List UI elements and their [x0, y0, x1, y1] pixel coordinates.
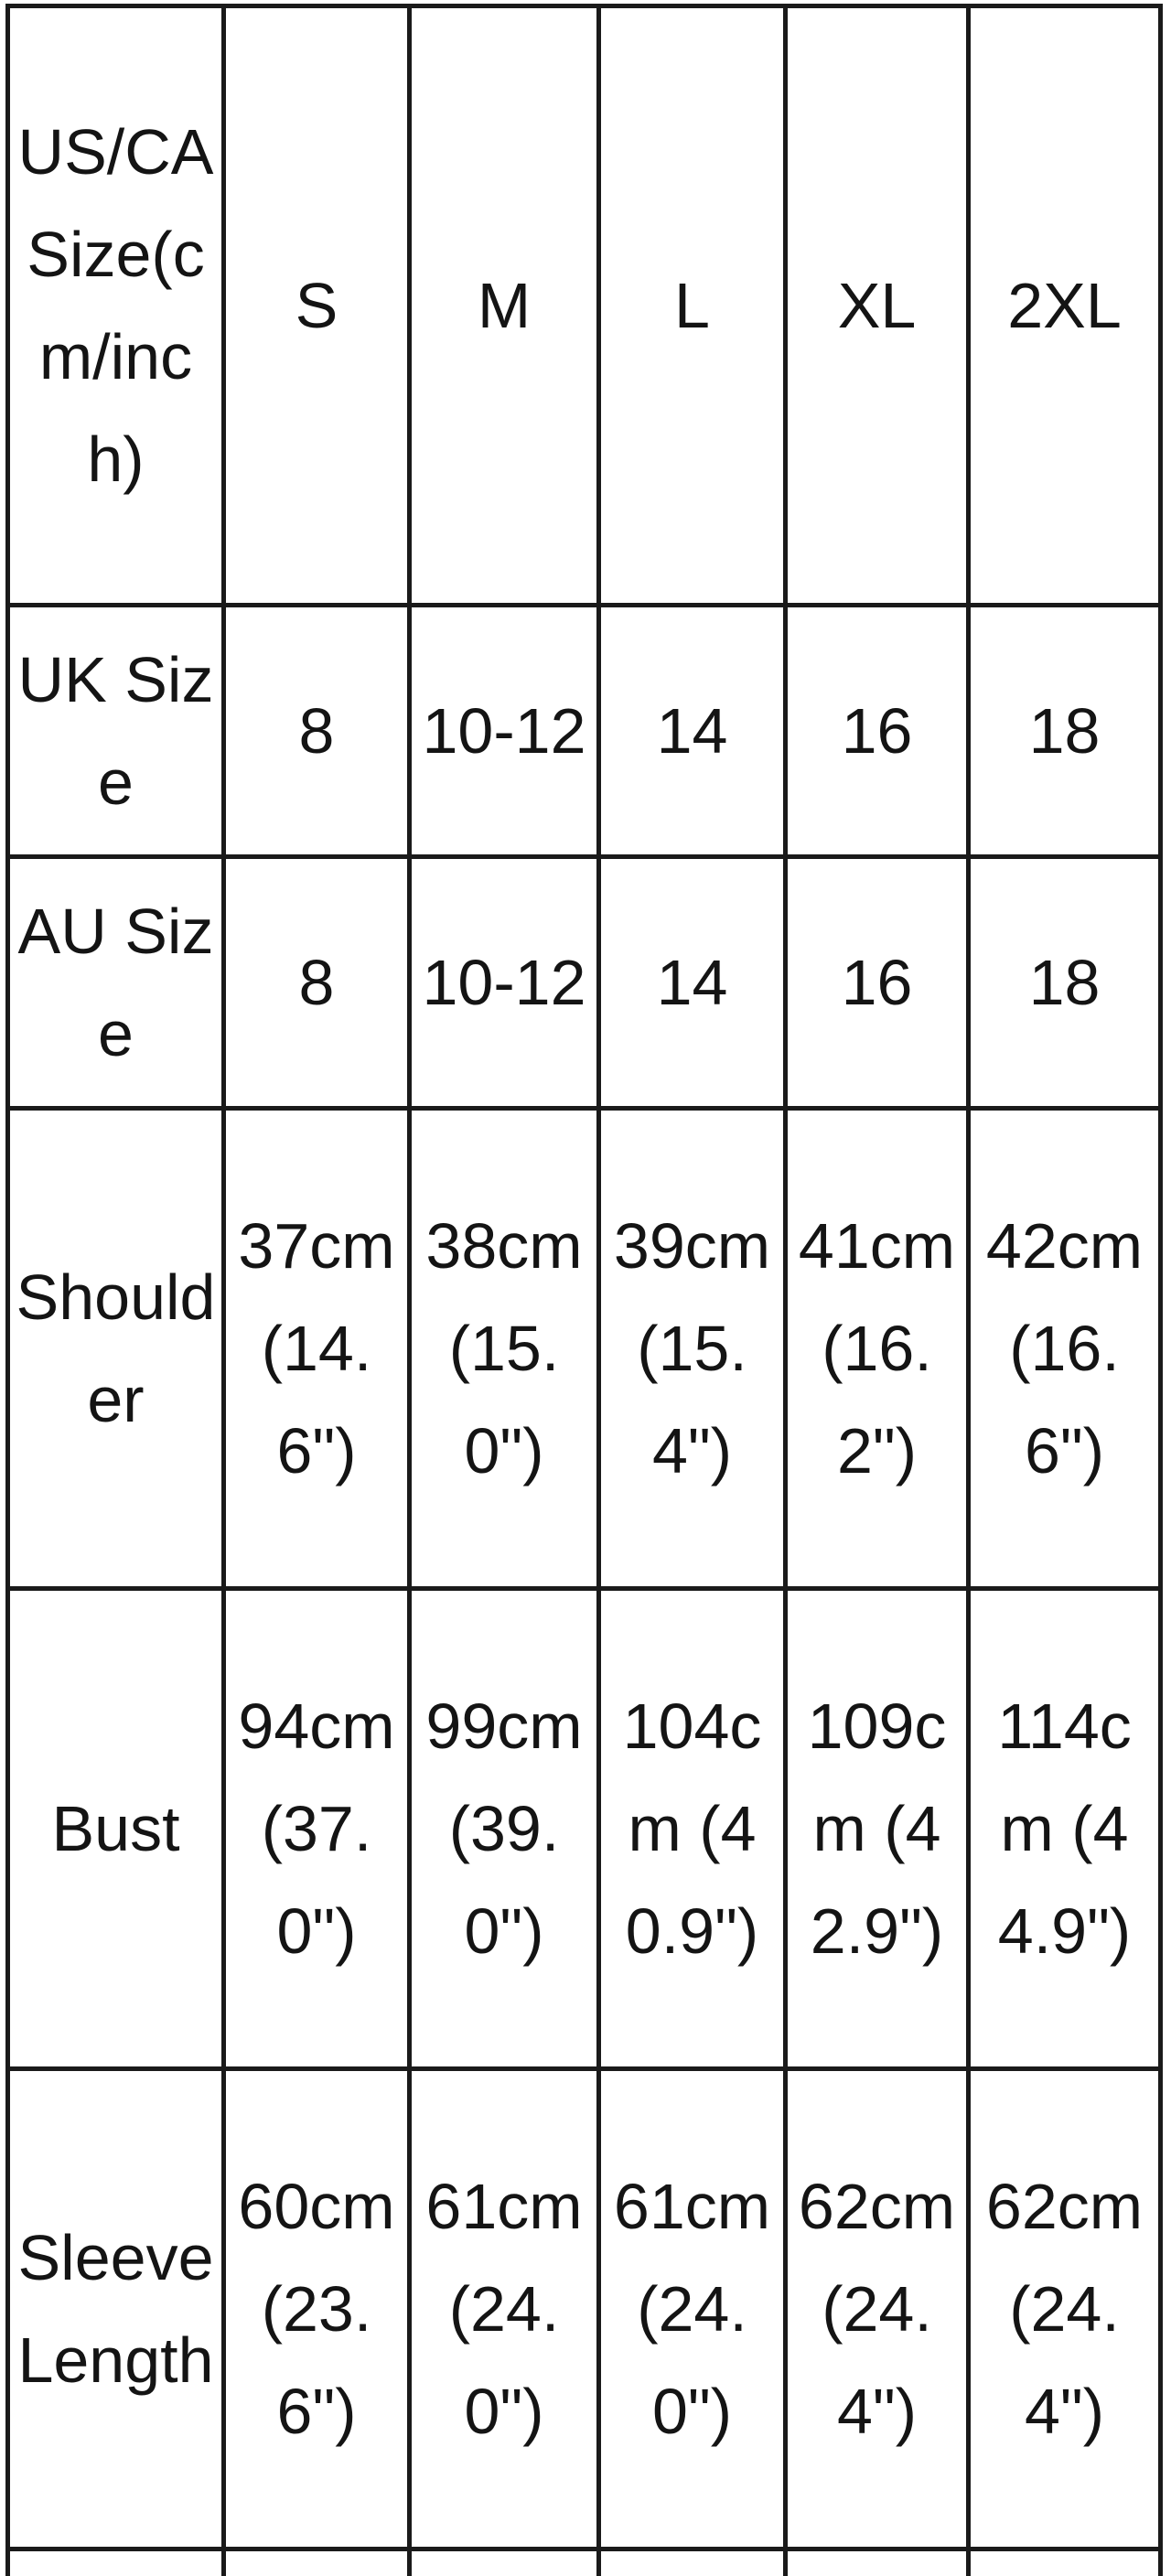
table-row-bust: [8, 1589, 1161, 2069]
table-row-uk-size: [8, 606, 1161, 857]
table-cell: 10-12: [410, 857, 599, 1109]
table-cell: 104cm (40.9"): [599, 1589, 786, 2069]
table-cell-empty: [410, 2549, 599, 2576]
table-cell: 114cm (44.9"): [969, 1589, 1161, 2069]
header-size-s: S: [224, 6, 410, 606]
table-cell: 10-12: [410, 606, 599, 857]
table-cell: 14: [599, 857, 786, 1109]
table-cell: 62cm (24.4"): [969, 2069, 1161, 2549]
table-cell: 94cm (37.0"): [224, 1589, 410, 2069]
table-cell: 38cm (15.0"): [410, 1109, 599, 1589]
table-cell: 42cm (16.6"): [969, 1109, 1161, 1589]
table-cell: 18: [969, 857, 1161, 1109]
table-cell-empty: [8, 2549, 224, 2576]
row-label: Sleeve Length: [8, 2069, 224, 2549]
table-cell: 60cm (23.6"): [224, 2069, 410, 2549]
table-cell: 16: [786, 857, 969, 1109]
table-cell-empty: [786, 2549, 969, 2576]
table-cell: 18: [969, 606, 1161, 857]
table-cell: 8: [224, 606, 410, 857]
table-cell-empty: [599, 2549, 786, 2576]
table-cell: 39cm (15.4"): [599, 1109, 786, 1589]
table-cell: 61cm (24.0"): [410, 2069, 599, 2549]
row-label: AU Size: [8, 857, 224, 1109]
table-cell: 16: [786, 606, 969, 857]
row-label: Shoulder: [8, 1109, 224, 1589]
row-label: UK Size: [8, 606, 224, 857]
table-cell: 62cm (24.4"): [786, 2069, 969, 2549]
table-header-row: [8, 6, 1161, 606]
table-cell: 41cm (16.2"): [786, 1109, 969, 1589]
table-cell-empty: [969, 2549, 1161, 2576]
header-label-cell: US/CA Size(cm/inch): [8, 6, 224, 606]
table-cell: 99cm (39.0"): [410, 1589, 599, 2069]
table-cell: 61cm (24.0"): [599, 2069, 786, 2549]
table-row-cutoff: [8, 2549, 1161, 2576]
table-row-au-size: [8, 857, 1161, 1109]
table-cell: 8: [224, 857, 410, 1109]
size-chart-table: [5, 4, 1163, 2576]
table-cell: 37cm (14.6"): [224, 1109, 410, 1589]
header-size-xl: XL: [786, 6, 969, 606]
table-cell: 14: [599, 606, 786, 857]
table-row-shoulder: [8, 1109, 1161, 1589]
table-cell: 109cm (42.9"): [786, 1589, 969, 2069]
header-size-2xl: 2XL: [969, 6, 1161, 606]
table-row-sleeve-length: [8, 2069, 1161, 2549]
header-size-m: M: [410, 6, 599, 606]
table-cell-empty: [224, 2549, 410, 2576]
header-size-l: L: [599, 6, 786, 606]
row-label: Bust: [8, 1589, 224, 2069]
